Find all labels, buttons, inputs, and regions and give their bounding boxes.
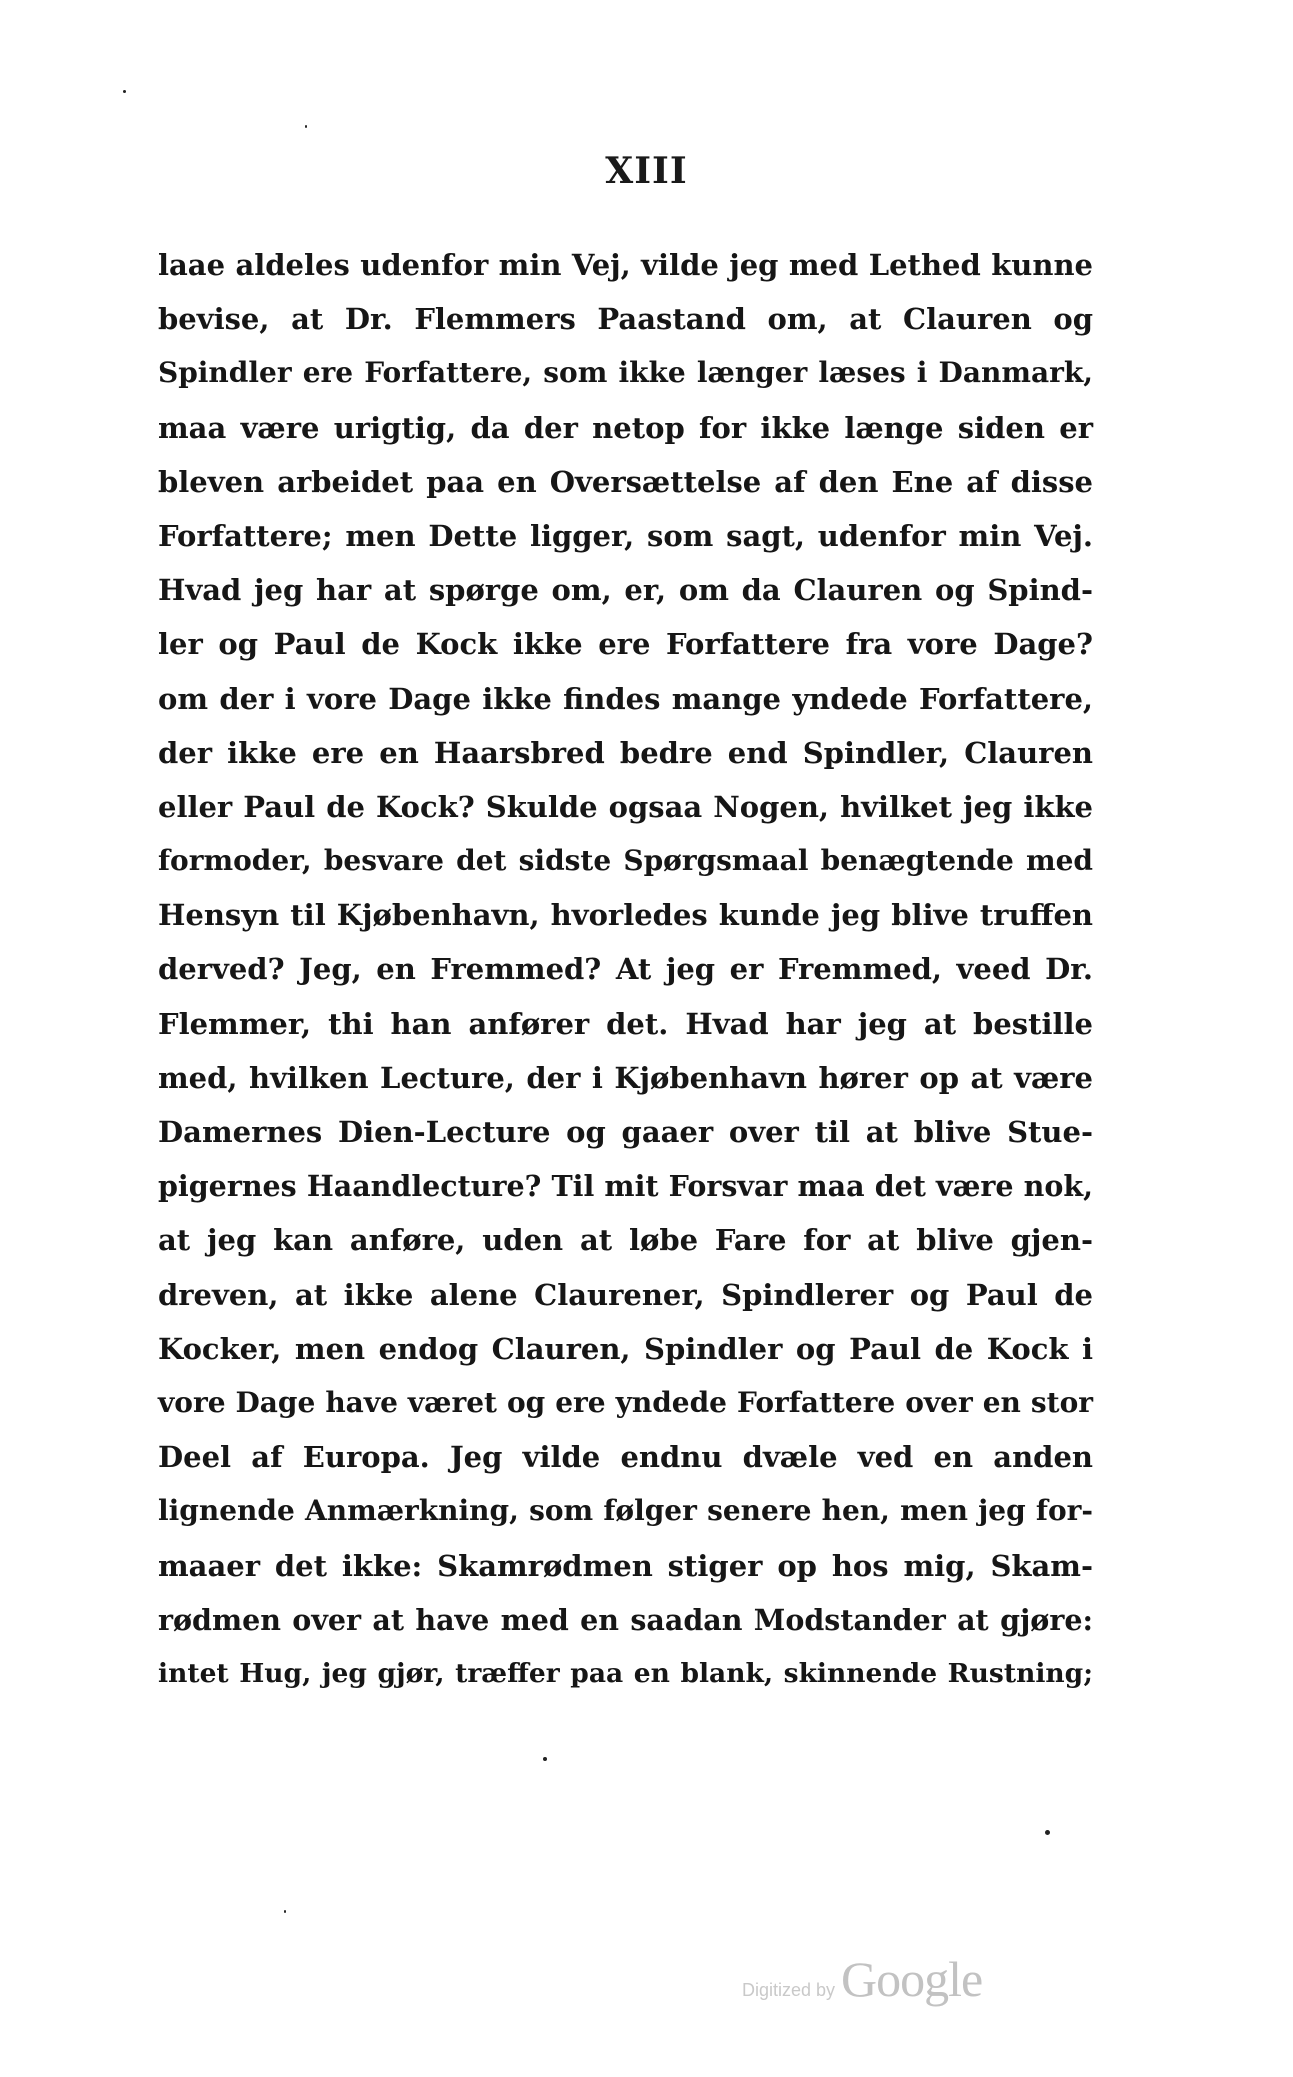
text-line: med, hvilken Lecture, der i Kjøbenhavn hører op at være bbox=[158, 1060, 1093, 1095]
text-line: formoder, besvare det sidste Spørgsmaal benægtende med bbox=[158, 844, 1093, 878]
text-line: om der i vore Dage ikke findes mange yndede Forfattere, bbox=[158, 681, 1093, 716]
watermark-brand: Google bbox=[841, 1951, 983, 2007]
text-line: at jeg kan anføre, uden at løbe Fare for at blive gjen- bbox=[158, 1223, 1093, 1258]
text-line: Hensyn til Kjøbenhavn, hvorledes kunde jeg blive truffen bbox=[158, 898, 1093, 933]
text-line: Forfattere; men Dette ligger, som sagt, udenfor min Vej. bbox=[158, 518, 1093, 553]
google-watermark bbox=[742, 1950, 1022, 2020]
text-line: bevise, at Dr. Flemmers Paastand om, at Clauren og bbox=[158, 302, 1093, 337]
text-line: Flemmer, thi han anfører det. Hvad har jeg at bestille bbox=[158, 1006, 1093, 1041]
text-line: derved? Jeg, en Fremmed? At jeg er Fremmed, veed Dr. bbox=[158, 952, 1093, 987]
text-line: Kocker, men endog Clauren, Spindler og Paul de Kock i bbox=[158, 1331, 1093, 1366]
scan-speck bbox=[1045, 1830, 1050, 1835]
text-line: lignende Anmærkning, som følger senere hen, men jeg for- bbox=[158, 1494, 1093, 1528]
text-line: Damernes Dien-Lecture og gaaer over til at blive Stue- bbox=[158, 1115, 1093, 1149]
text-line: rødmen over at have med en saadan Modstander at gjøre: bbox=[158, 1602, 1093, 1637]
watermark-prefix: Digitized by bbox=[742, 1980, 836, 2000]
text-line: Spindler ere Forfattere, som ikke længer læses i Danmark, bbox=[158, 356, 1093, 390]
page-number: XIII bbox=[605, 150, 688, 192]
text-line: pigernes Haandlecture? Til mit Forsvar maa det være nok, bbox=[158, 1169, 1093, 1204]
text-line: der ikke ere en Haarsbred bedre end Spindler, Clauren bbox=[158, 735, 1093, 770]
text-line: dreven, at ikke alene Claurener, Spindlerer og Paul de bbox=[158, 1277, 1093, 1312]
text-line: ler og Paul de Kock ikke ere Forfattere fra vore Dage? bbox=[158, 627, 1093, 662]
text-line: intet Hug, jeg gjør, træffer paa en blank, skinnende Rustning; bbox=[158, 1657, 1093, 1689]
text-line: Hvad jeg har at spørge om, er, om da Clauren og Spind- bbox=[158, 573, 1093, 608]
text-line: vore Dage have været og ere yndede Forfattere over en stor bbox=[158, 1385, 1093, 1419]
text-line: Deel af Europa. Jeg vilde endnu dvæle ved en anden bbox=[158, 1440, 1093, 1475]
text-line: eller Paul de Kock? Skulde ogsaa Nogen, hvilket jeg ikke bbox=[158, 789, 1093, 824]
scan-speck bbox=[284, 1910, 286, 1913]
scan-speck bbox=[543, 1757, 547, 1761]
text-line: maa være urigtig, da der netop for ikke længe siden er bbox=[158, 410, 1093, 445]
text-line: laae aldeles udenfor min Vej, vilde jeg med Lethed kunne bbox=[158, 248, 1093, 282]
scan-speck bbox=[305, 125, 307, 128]
text-line: maaer det ikke: Skamrødmen stiger op hos mig, Skam- bbox=[158, 1548, 1093, 1583]
scan-speck bbox=[123, 90, 126, 93]
text-line: bleven arbeidet paa en Oversættelse af den Ene af disse bbox=[158, 464, 1093, 499]
body-text bbox=[158, 238, 1093, 1701]
